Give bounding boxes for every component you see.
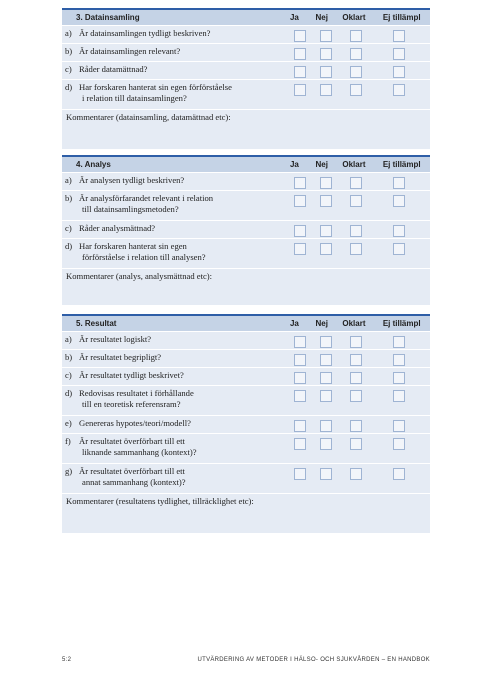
section-header bbox=[62, 155, 430, 172]
checkbox-ja[interactable] bbox=[294, 177, 306, 189]
question-line: Är analysen tydligt beskriven? bbox=[79, 175, 185, 185]
checkbox-ej[interactable] bbox=[393, 195, 405, 207]
checkbox-nej[interactable] bbox=[320, 30, 332, 42]
checklist-section bbox=[62, 8, 430, 149]
checkbox-ej[interactable] bbox=[393, 177, 405, 189]
question-line: Är datainsamlingen relevant? bbox=[79, 46, 181, 56]
page-number: 5:2 bbox=[62, 657, 72, 663]
question-line: Råder analysmättnad? bbox=[79, 223, 156, 233]
answer-checkboxes bbox=[287, 368, 419, 384]
column-header-oklart: Oklart bbox=[342, 160, 366, 169]
column-header-ej: Ej tillämpl bbox=[382, 319, 421, 328]
comment-field[interactable] bbox=[62, 109, 430, 149]
column-header-oklart: Oklart bbox=[342, 13, 366, 22]
checkbox-ej[interactable] bbox=[393, 438, 405, 450]
checkbox-nej[interactable] bbox=[320, 66, 332, 78]
question-row bbox=[62, 385, 430, 415]
question-row bbox=[62, 331, 430, 349]
column-header-oklart: Oklart bbox=[342, 319, 366, 328]
question-text bbox=[79, 62, 287, 77]
question-row bbox=[62, 238, 430, 268]
answer-checkboxes bbox=[287, 62, 419, 78]
column-header-nej: Nej bbox=[315, 319, 328, 328]
question-letter: e) bbox=[65, 418, 72, 428]
checkbox-ej[interactable] bbox=[393, 225, 405, 237]
question-line: annat sammanhang (kontext)? bbox=[82, 477, 186, 487]
column-header-nej: Nej bbox=[315, 160, 328, 169]
checkbox-oklart[interactable] bbox=[350, 354, 362, 366]
checkbox-oklart[interactable] bbox=[350, 225, 362, 237]
checkbox-ej[interactable] bbox=[393, 48, 405, 60]
question-letter: d) bbox=[65, 388, 73, 398]
checkbox-ja[interactable] bbox=[294, 468, 306, 480]
section-title: 5. Resultat bbox=[76, 319, 117, 328]
page-footer bbox=[62, 657, 430, 663]
question-letter: d) bbox=[65, 82, 73, 92]
checkbox-ej[interactable] bbox=[393, 84, 405, 96]
column-header-ej: Ej tillämpl bbox=[382, 160, 421, 169]
question-text bbox=[79, 350, 287, 365]
question-row bbox=[62, 415, 430, 433]
question-text bbox=[79, 332, 287, 347]
checkbox-oklart[interactable] bbox=[350, 420, 362, 432]
question-letter: b) bbox=[65, 193, 73, 203]
checkbox-nej[interactable] bbox=[320, 390, 332, 402]
checkbox-ej[interactable] bbox=[393, 66, 405, 78]
checkbox-ej[interactable] bbox=[393, 30, 405, 42]
answer-checkboxes bbox=[287, 44, 419, 60]
checkbox-ja[interactable] bbox=[294, 390, 306, 402]
question-line: Är datainsamlingen tydligt beskriven? bbox=[79, 28, 211, 38]
question-letter: c) bbox=[65, 223, 72, 233]
column-header-ej: Ej tillämpl bbox=[382, 13, 421, 22]
question-row bbox=[62, 367, 430, 385]
checkbox-nej[interactable] bbox=[320, 420, 332, 432]
checkbox-oklart[interactable] bbox=[350, 390, 362, 402]
section-header bbox=[62, 8, 430, 25]
question-text bbox=[79, 191, 287, 217]
checkbox-ja[interactable] bbox=[294, 372, 306, 384]
question-letter: a) bbox=[65, 175, 72, 185]
answer-checkboxes bbox=[287, 173, 419, 189]
comment-label: Kommentarer (analys, analysmättnad etc): bbox=[66, 271, 213, 281]
question-line: Har forskaren hanterat sin egen bbox=[79, 241, 187, 251]
question-letter: f) bbox=[65, 436, 71, 446]
question-line: Har forskaren hanterat sin egen förförståelse bbox=[79, 82, 232, 92]
comment-label: Kommentarer (datainsamling, datamättnad etc): bbox=[66, 112, 231, 122]
comment-label: Kommentarer (resultatens tydlighet, tillräcklighet etc): bbox=[66, 496, 254, 506]
checkbox-nej[interactable] bbox=[320, 48, 332, 60]
checkbox-oklart[interactable] bbox=[350, 243, 362, 255]
answer-checkboxes bbox=[287, 239, 419, 255]
checkbox-nej[interactable] bbox=[320, 225, 332, 237]
question-line: Råder datamättnad? bbox=[79, 64, 148, 74]
question-row bbox=[62, 61, 430, 79]
answer-checkboxes bbox=[287, 26, 419, 42]
question-line: Är resultatet överförbart till ett bbox=[79, 436, 185, 446]
checkbox-nej[interactable] bbox=[320, 195, 332, 207]
question-text bbox=[79, 464, 287, 490]
checkbox-nej[interactable] bbox=[320, 438, 332, 450]
question-line: liknande sammanhang (kontext)? bbox=[82, 447, 197, 457]
checkbox-ja[interactable] bbox=[294, 225, 306, 237]
checkbox-nej[interactable] bbox=[320, 468, 332, 480]
checkbox-oklart[interactable] bbox=[350, 84, 362, 96]
footer-title: UTVÄRDERING AV METODER I HÄLSO- OCH SJUKVÅRDEN – EN HANDBOK bbox=[197, 657, 430, 663]
checkbox-oklart[interactable] bbox=[350, 336, 362, 348]
question-row bbox=[62, 172, 430, 190]
checkbox-ej[interactable] bbox=[393, 420, 405, 432]
checkbox-oklart[interactable] bbox=[350, 66, 362, 78]
question-letter: d) bbox=[65, 241, 73, 251]
question-text bbox=[79, 80, 287, 106]
question-text bbox=[79, 416, 287, 431]
section-title: 3. Datainsamling bbox=[76, 13, 140, 22]
question-text bbox=[79, 368, 287, 383]
answer-checkboxes bbox=[287, 464, 419, 480]
question-row bbox=[62, 25, 430, 43]
checkbox-ej[interactable] bbox=[393, 372, 405, 384]
checkbox-nej[interactable] bbox=[320, 336, 332, 348]
question-text bbox=[79, 26, 287, 41]
section-header bbox=[62, 314, 430, 331]
checkbox-ej[interactable] bbox=[393, 390, 405, 402]
question-text bbox=[79, 386, 287, 412]
question-letter: a) bbox=[65, 334, 72, 344]
checkbox-ja[interactable] bbox=[294, 438, 306, 450]
question-row bbox=[62, 349, 430, 367]
checkbox-ej[interactable] bbox=[393, 243, 405, 255]
answer-checkboxes bbox=[287, 434, 419, 450]
checkbox-oklart[interactable] bbox=[350, 48, 362, 60]
question-line: Är resultatet begripligt? bbox=[79, 352, 162, 362]
question-row bbox=[62, 190, 430, 220]
column-header-nej: Nej bbox=[315, 13, 328, 22]
question-row bbox=[62, 463, 430, 493]
answer-checkboxes bbox=[287, 386, 419, 402]
question-text bbox=[79, 173, 287, 188]
checkbox-oklart[interactable] bbox=[350, 468, 362, 480]
checkbox-ja[interactable] bbox=[294, 84, 306, 96]
question-letter: c) bbox=[65, 64, 72, 74]
checkbox-ja[interactable] bbox=[294, 30, 306, 42]
checkbox-nej[interactable] bbox=[320, 372, 332, 384]
question-letter: a) bbox=[65, 28, 72, 38]
checkbox-ej[interactable] bbox=[393, 336, 405, 348]
comment-field[interactable] bbox=[62, 493, 430, 533]
question-row bbox=[62, 433, 430, 463]
question-line: i relation till datainsamlingen? bbox=[82, 93, 187, 103]
checkbox-nej[interactable] bbox=[320, 84, 332, 96]
question-text bbox=[79, 239, 287, 265]
question-text bbox=[79, 434, 287, 460]
question-row bbox=[62, 43, 430, 61]
question-letter: b) bbox=[65, 352, 73, 362]
question-line: Redovisas resultatet i förhållande bbox=[79, 388, 194, 398]
question-text bbox=[79, 221, 287, 236]
answer-checkboxes bbox=[287, 191, 419, 207]
answer-checkboxes bbox=[287, 221, 419, 237]
answer-checkboxes bbox=[287, 350, 419, 366]
question-line: Är resultatet överförbart till ett bbox=[79, 466, 185, 476]
question-letter: c) bbox=[65, 370, 72, 380]
section-title: 4. Analys bbox=[76, 160, 111, 169]
question-row bbox=[62, 79, 430, 109]
checkbox-ja[interactable] bbox=[294, 420, 306, 432]
checkbox-nej[interactable] bbox=[320, 243, 332, 255]
checkbox-nej[interactable] bbox=[320, 354, 332, 366]
column-header-ja: Ja bbox=[289, 319, 299, 328]
column-header-ja: Ja bbox=[289, 160, 299, 169]
checkbox-oklart[interactable] bbox=[350, 30, 362, 42]
question-line: Genereras hypotes/teori/modell? bbox=[79, 418, 191, 428]
checkbox-ja[interactable] bbox=[294, 354, 306, 366]
question-letter: b) bbox=[65, 46, 73, 56]
question-text bbox=[79, 44, 287, 59]
checkbox-oklart[interactable] bbox=[350, 195, 362, 207]
answer-checkboxes bbox=[287, 416, 419, 432]
comment-field[interactable] bbox=[62, 268, 430, 305]
checkbox-oklart[interactable] bbox=[350, 372, 362, 384]
checkbox-ja[interactable] bbox=[294, 66, 306, 78]
checkbox-ja[interactable] bbox=[294, 48, 306, 60]
checkbox-nej[interactable] bbox=[320, 177, 332, 189]
checklist-section bbox=[62, 155, 430, 305]
checkbox-ej[interactable] bbox=[393, 468, 405, 480]
question-line: Är resultatet tydligt beskrivet? bbox=[79, 370, 184, 380]
checklist-section bbox=[62, 314, 430, 533]
checkbox-oklart[interactable] bbox=[350, 438, 362, 450]
question-line: till en teoretisk referensram? bbox=[82, 399, 181, 409]
question-line: till datainsamlingsmetoden? bbox=[82, 204, 179, 214]
checkbox-ej[interactable] bbox=[393, 354, 405, 366]
checkbox-ja[interactable] bbox=[294, 336, 306, 348]
answer-checkboxes bbox=[287, 332, 419, 348]
answer-checkboxes bbox=[287, 80, 419, 96]
question-line: Är analysförfarandet relevant i relation bbox=[79, 193, 214, 203]
checkbox-ja[interactable] bbox=[294, 195, 306, 207]
checkbox-ja[interactable] bbox=[294, 243, 306, 255]
question-row bbox=[62, 220, 430, 238]
question-line: Är resultatet logiskt? bbox=[79, 334, 152, 344]
question-line: förförståelse i relation till analysen? bbox=[82, 252, 206, 262]
question-letter: g) bbox=[65, 466, 73, 476]
checkbox-oklart[interactable] bbox=[350, 177, 362, 189]
column-header-ja: Ja bbox=[289, 13, 299, 22]
